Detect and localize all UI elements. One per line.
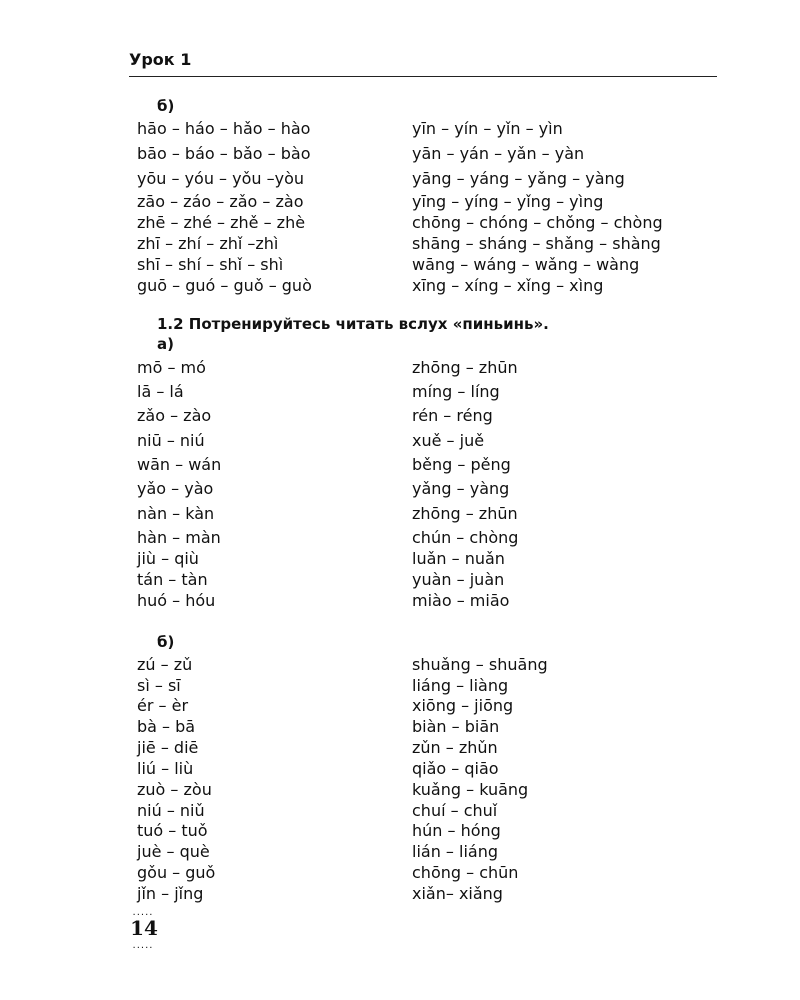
pinyin-row: yǎo – yào <box>137 479 214 498</box>
pinyin-row: yīn – yín – yǐn – yìn <box>412 119 563 138</box>
pinyin-row: shī – shí – shǐ – shì <box>137 255 284 274</box>
pinyin-row: rén – réng <box>412 406 493 425</box>
pinyin-row: bà – bā <box>137 717 196 736</box>
pinyin-row: yāng – yáng – yǎng – yàng <box>412 169 625 188</box>
page-number-dots-bottom: ..... <box>132 940 154 951</box>
pinyin-row: chuí – chuǐ <box>412 801 498 820</box>
pinyin-row: bāo – báo – bǎo – bào <box>137 144 311 163</box>
pinyin-row: niú – niǔ <box>137 801 205 820</box>
pinyin-row: jǐn – jǐng <box>137 884 204 903</box>
pinyin-row: kuǎng – kuāng <box>412 780 529 799</box>
pinyin-row: guō – guó – guǒ – guò <box>137 276 312 295</box>
exercise-b-label: б) <box>157 633 175 651</box>
pinyin-row: miào – miāo <box>412 591 510 610</box>
pinyin-row: biàn – biān <box>412 717 500 736</box>
pinyin-row: xiōng – jiōng <box>412 696 514 715</box>
pinyin-row: lián – liáng <box>412 842 498 861</box>
pinyin-row: zhī – zhí – zhǐ –zhì <box>137 234 279 253</box>
lesson-title: Урок 1 <box>129 50 192 69</box>
pinyin-row: yīng – yíng – yǐng – yìng <box>412 192 604 211</box>
pinyin-row: lā – lá <box>137 382 184 401</box>
pinyin-row: zhōng – zhūn <box>412 358 518 377</box>
pinyin-row: xuě – juě <box>412 431 485 450</box>
exercise-a-label: а) <box>157 335 174 353</box>
pinyin-row: zhē – zhé – zhě – zhè <box>137 213 306 232</box>
pinyin-row: ér – èr <box>137 696 189 715</box>
pinyin-row: niū – niú <box>137 431 205 450</box>
pinyin-row: běng – pěng <box>412 455 511 474</box>
pinyin-row: zǔn – zhǔn <box>412 738 498 757</box>
pinyin-row: chōng – chóng – chǒng – chòng <box>412 213 663 232</box>
pinyin-row: chún – chòng <box>412 528 519 547</box>
page-number: 14 <box>130 916 158 940</box>
pinyin-row: hún – hóng <box>412 821 501 840</box>
pinyin-row: xīng – xíng – xǐng – xìng <box>412 276 604 295</box>
pinyin-row: yuàn – juàn <box>412 570 505 589</box>
pinyin-row: yǎng – yàng <box>412 479 510 498</box>
section1-label: б) <box>157 97 175 115</box>
pinyin-row: zuò – zòu <box>137 780 212 799</box>
pinyin-row: chōng – chūn <box>412 863 519 882</box>
pinyin-row: yān – yán – yǎn – yàn <box>412 144 585 163</box>
pinyin-row: míng – líng <box>412 382 500 401</box>
pinyin-row: huó – hóu <box>137 591 216 610</box>
pinyin-row: zhōng – zhūn <box>412 504 518 523</box>
pinyin-row: gǒu – guǒ <box>137 863 216 882</box>
exercise-heading: 1.2 Потренируйтесь читать вслух «пиньинь». <box>157 315 549 333</box>
pinyin-row: hāo – háo – hǎo – hào <box>137 119 311 138</box>
pinyin-row: hàn – màn <box>137 528 221 547</box>
pinyin-row: xiǎn– xiǎng <box>412 884 503 903</box>
pinyin-row: qiǎo – qiāo <box>412 759 499 778</box>
pinyin-row: tán – tàn <box>137 570 208 589</box>
pinyin-row: wāng – wáng – wǎng – wàng <box>412 255 640 274</box>
pinyin-row: liáng – liàng <box>412 676 509 695</box>
pinyin-row: tuó – tuǒ <box>137 821 208 840</box>
pinyin-row: wān – wán <box>137 455 222 474</box>
pinyin-row: shāng – sháng – shǎng – shàng <box>412 234 661 253</box>
pinyin-row: jiē – diē <box>137 738 199 757</box>
pinyin-row: liú – liù <box>137 759 194 778</box>
pinyin-row: zāo – záo – zǎo – zào <box>137 192 304 211</box>
pinyin-row: juè – què <box>137 842 210 861</box>
pinyin-row: nàn – kàn <box>137 504 215 523</box>
pinyin-row: mō – mó <box>137 358 206 377</box>
pinyin-row: zǎo – zào <box>137 406 212 425</box>
pinyin-row: yōu – yóu – yǒu –yòu <box>137 169 305 188</box>
pinyin-row: sì – sī <box>137 676 181 695</box>
page-number-dots-top: ..... <box>132 907 154 918</box>
pinyin-row: zú – zǔ <box>137 655 193 674</box>
pinyin-row: luǎn – nuǎn <box>412 549 505 568</box>
pinyin-row: jiù – qiù <box>137 549 199 568</box>
pinyin-row: shuǎng – shuāng <box>412 655 548 674</box>
page-header <box>129 48 717 77</box>
